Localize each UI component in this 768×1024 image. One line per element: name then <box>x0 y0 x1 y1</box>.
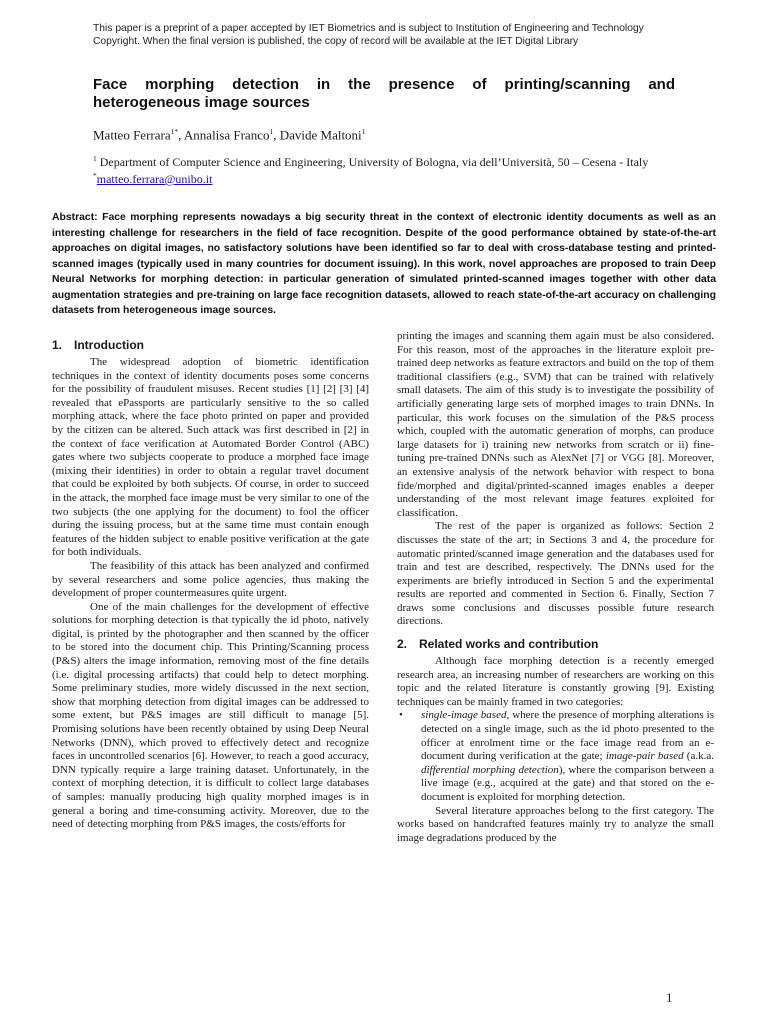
paragraph: The feasibility of this attack has been analyzed and confirmed by several researchers and some police agencies, thus making the development of proper countermeasures quite urgent. <box>52 559 369 600</box>
affiliation-marker: 1 <box>93 154 97 163</box>
term: differential morphing detection <box>421 763 559 776</box>
section-heading-related-works <box>397 637 714 651</box>
page-number: 1 <box>666 990 673 1005</box>
abstract: Abstract: Face morphing represents nowadays a big security threat in the context of electronic identity documents as well as an interesting challenge for researchers in the field of face recognition. Despite of the good performance obtained by state-of-the-art approaches on digital images, no satisfactory solutions have been identified so far to deal with cross-database testing and printed-scanned images (typically used in many countries for document issuing). In this work, novel approaches are proposed to train Deep Neural Networks for morphing detection: in particular generation of simulated printed-scanned images together with other data augmentation strategies and pre-training on large face recognition datasets, allowed to reach state-of-the-art accuracy on challenging datasets from heterogeneous image sources. <box>52 212 716 316</box>
author-name: Davide Maltoni <box>279 127 362 143</box>
section-number: 1. <box>52 338 63 352</box>
term: single-image based <box>421 709 507 722</box>
author-name: Matteo Ferrara <box>93 127 171 143</box>
paragraph: printing the images and scanning them again must be also considered. For this reason, most of the approaches in the literature exploit pre-trained deep networks as feature extractors and build on the top of them traditional classifiers (e.g., SVM) that can be trained with relatively small datasets. The aim of this study is to investigate the possibility of artificially generating large sets of morphed images to train DNNs. In particular, this work focuses on the simulation of the P&S process which, coupled with the automatic generation of morphs, can produce large datasets for i) training new networks from scratch or ii) fine-tuning pre-trained DNNs such as AlexNet [7] or VGG [8]. Moreover, an extensive analysis of the network behavior with respect to bona fide/morphed and digital/printed-scanned images enables a deeper understanding of the most relevant image features exploited for classification. <box>397 330 714 519</box>
preprint-notice: This paper is a preprint of a paper accepted by IET Biometrics and is subject to Institution of Engineering and Technology Copyright. When the final version is published, the copy of record will be available at the IET Digital Library <box>93 23 644 47</box>
author-list <box>93 124 693 143</box>
author-name: Annalisa Franco <box>183 127 270 143</box>
author-separator: , <box>178 127 184 143</box>
author-affiliation-marker: 1* <box>170 127 179 136</box>
paragraph: Several literature approaches belong to the first category. The works based on handcrafted features mainly try to analyze the small image degradations produced by the <box>397 804 714 844</box>
email-line <box>93 169 677 186</box>
paragraph: The widespread adoption of biometric identification techniques in the context of identity documents poses some concerns for the possibility of fraudulent misuses. Recent studies [1] [2] [3] [4] revealed that ePassports are particularly sensitive to the so called morphing attack, where the face photo printed on paper and provided by the citizen can be altered. Such attack was first described in [2] in the context of face verification at Automated Border Control (ABC) gates where two subjects cooperate to produce a morphed face image (mixing their identities) in order to obtain a regular travel document that could be exploited by both subjects. Of course, in order to succeed in the attack, the morphed face image must be very similar to one of the two subjects (the one applying for the document) to fool the officer during the issuing process, but at the same time must contain enough features of the hidden subject to enable positive verification at the gate for both individuals. <box>52 356 369 559</box>
paragraph: Although face morphing detection is a recently emerged research area, an increasing number of researchers are working on this topic and the related literature is constantly growing [9]. Existing techniques can be mainly framed in two categories: <box>397 655 714 708</box>
category-list <box>397 709 714 804</box>
section-title: Related works and contribution <box>419 637 599 652</box>
paragraph: The rest of the paper is organized as follows: Section 2 discusses the state of the art; in Sections 3 and 4, the procedure for automatic printed/scanned image generation and the databases used for train and test are described, respectively. The DNNs used for the experiments are briefly introduced in Section 5 and the experimental results are reported and commented in Section 6. Finally, Section 7 draws some conclusions and discusses possible future research directions. <box>397 520 714 628</box>
affiliation-text: Department of Computer Science and Engineering, University of Bologna, via dell’Università, 50 – Cesena - Italy <box>99 155 649 169</box>
paragraph: One of the main challenges for the development of effective solutions for morphing detection is that typically the id photo, natively digital, is printed by the photographer and then scanned by the officer to be stored into the document chip. This Printing/Scanning process (P&S) alters the image information, removing most of the fine details (i.e. digital processing artifacts) that could help to detect morphing. Some preliminary studies, more widely discussed in the next section, show that morphing detection from digital images can be addressed to some extent, but P&S images are still difficult to manage [5]. Promising solutions have been recently obtained by using Deep Neural Networks (DNN), which proved to effectively detect and recognize faces in uncontrolled scenarios [6]. However, to reach a good accuracy, DNN typically require a large training dataset. Unfortunately, in the context of morphing detection, it is difficult to collect large databases of samples: manually producing high quality morphed images is in general a boring and time-consuming activity. Moreover, due to the need of detecting morphing from P&S images, the costs/efforts for <box>52 600 369 831</box>
left-column <box>52 330 369 832</box>
section-number: 2. <box>397 637 408 652</box>
list-text: , where the presence of morphing alterations is detected on a single image, such as the id photo presented to the officer at enrolment time or the face image read from an e-document during verification at the gate; <box>421 709 715 763</box>
affiliation <box>93 152 677 169</box>
section-title: Introduction <box>74 338 144 352</box>
affiliation-block <box>93 152 677 186</box>
right-column <box>397 330 714 845</box>
author-affiliation-marker: 1 <box>361 127 366 136</box>
bullet-icon: • <box>399 709 403 722</box>
paper-title: Face morphing detection in the presence of printing/scanning and heterogeneous image sources <box>93 76 675 111</box>
list-text: (a.k.a. <box>683 750 714 763</box>
corresponding-marker: * <box>93 171 97 180</box>
list-text: ), where the comparison between a live image (e.g., acquired at the gate) and that stored on the e-document is exploited for morphing detection. <box>421 763 714 803</box>
section-heading-introduction <box>52 338 369 352</box>
email-link[interactable]: matteo.ferrara@unibo.it <box>96 172 213 186</box>
term: image-pair based <box>605 750 684 763</box>
author-separator: , <box>273 127 280 143</box>
author-affiliation-marker: 1 <box>269 127 274 136</box>
list-item <box>397 709 714 804</box>
